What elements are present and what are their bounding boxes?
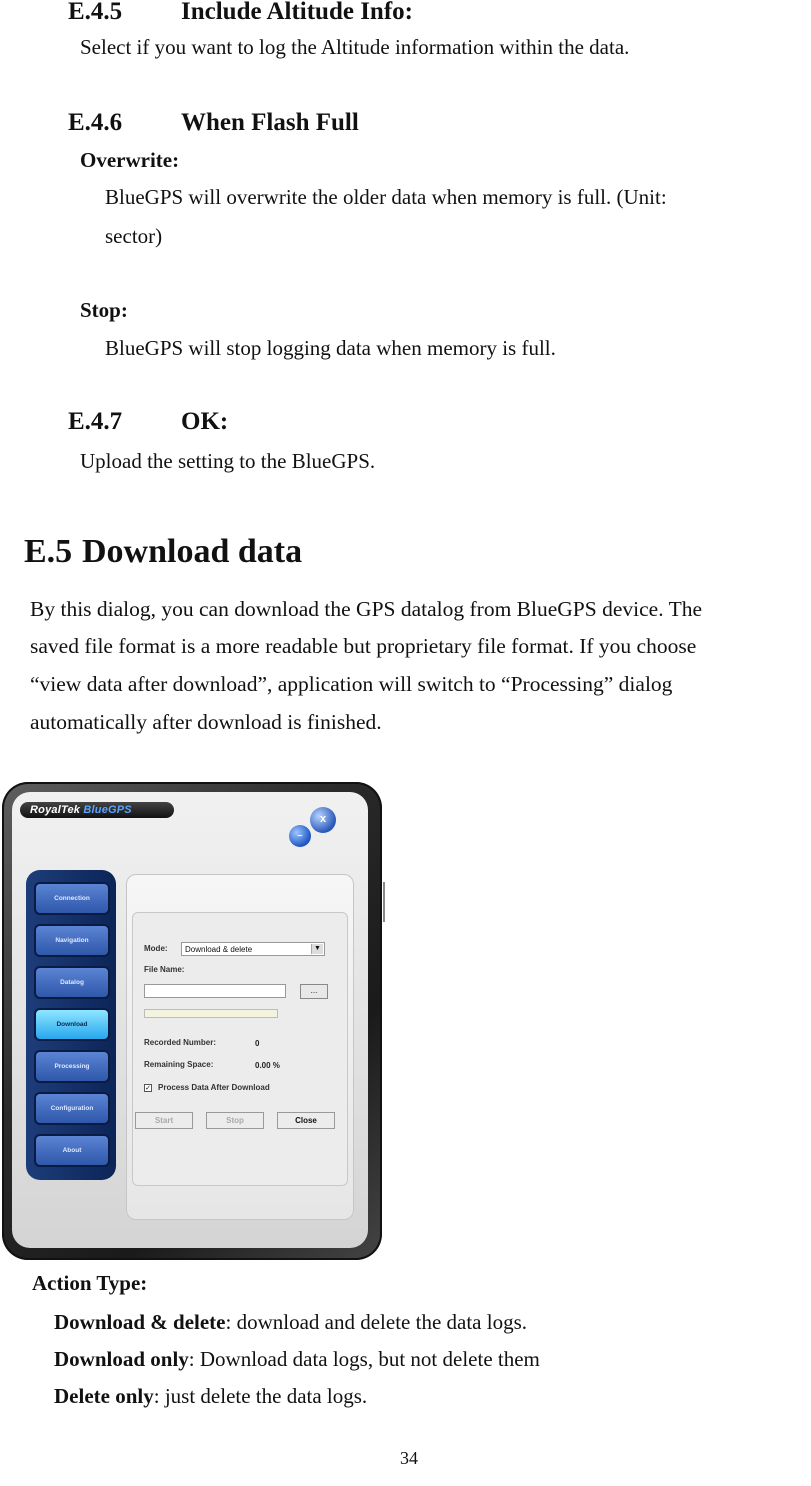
nav-connection-button[interactable]: Connection bbox=[34, 882, 110, 915]
nav-about-button[interactable]: About bbox=[34, 1134, 110, 1167]
start-button[interactable]: Start bbox=[135, 1112, 193, 1129]
nav-sidebar bbox=[26, 870, 116, 1180]
heading-e5-title: Download data bbox=[82, 533, 303, 570]
heading-e46-title: When Flash Full bbox=[181, 109, 359, 136]
nav-navigation-button[interactable]: Navigation bbox=[34, 924, 110, 957]
remaining-space-value: 0.00 % bbox=[255, 1061, 280, 1070]
heading-e47 bbox=[68, 408, 228, 436]
heading-e47-title: OK: bbox=[181, 408, 229, 435]
royaltek-logo bbox=[20, 802, 174, 818]
mode-label: Mode: bbox=[144, 944, 168, 953]
stop-description: BlueGPS will stop logging data when memory is full. bbox=[105, 336, 556, 360]
nav-datalog-button[interactable]: Datalog bbox=[34, 966, 110, 999]
mode-select[interactable] bbox=[181, 942, 325, 956]
browse-button[interactable]: ... bbox=[300, 984, 328, 999]
e5-paragraph-line: automatically after download is finished. bbox=[30, 710, 382, 734]
heading-e45-title: Include Altitude Info: bbox=[181, 0, 413, 25]
chevron-down-icon[interactable]: ▼ bbox=[311, 944, 323, 954]
action-term: Download & delete bbox=[54, 1310, 226, 1334]
heading-e5 bbox=[24, 533, 302, 571]
action-type-title: Action Type: bbox=[32, 1271, 148, 1295]
mode-select-value: Download & delete bbox=[185, 945, 253, 954]
logo-text-blue: BlueGPS bbox=[83, 804, 132, 816]
file-name-label: File Name: bbox=[144, 965, 185, 974]
close-button[interactable]: Close bbox=[277, 1112, 335, 1129]
heading-e47-number: E.4.7 bbox=[68, 408, 123, 435]
overwrite-label: Overwrite: bbox=[80, 148, 180, 172]
process-data-checkbox[interactable]: ✓ bbox=[145, 1085, 151, 1092]
heading-e45 bbox=[68, 0, 413, 26]
nav-configuration-button[interactable]: Configuration bbox=[34, 1092, 110, 1125]
e5-paragraph-line: saved file format is a more readable but proprietary file format. If you choose bbox=[30, 634, 697, 658]
close-window-button[interactable]: x bbox=[310, 807, 336, 833]
frame-edge bbox=[383, 882, 385, 922]
download-dialog-screenshot bbox=[0, 782, 385, 1262]
heading-e46 bbox=[68, 109, 359, 137]
process-data-checkbox-label: Process Data After Download bbox=[158, 1083, 270, 1092]
stop-button[interactable]: Stop bbox=[206, 1112, 264, 1129]
action-item bbox=[54, 1347, 540, 1372]
nav-download-button[interactable]: Download bbox=[34, 1008, 110, 1041]
action-desc: : Download data logs, but not delete them bbox=[188, 1347, 540, 1371]
download-progress-bar bbox=[144, 1009, 278, 1018]
overwrite-description-line1: BlueGPS will overwrite the older data when memory is full. (Unit: bbox=[105, 185, 667, 209]
e47-description: Upload the setting to the BlueGPS. bbox=[80, 449, 376, 473]
stop-label: Stop: bbox=[80, 298, 128, 322]
page-number: 34 bbox=[400, 1448, 418, 1468]
action-term: Download only bbox=[54, 1347, 189, 1371]
heading-e5-number: E.5 bbox=[24, 533, 73, 570]
e5-paragraph-line: “view data after download”, application will switch to “Processing” dialog bbox=[30, 672, 673, 696]
heading-e46-number: E.4.6 bbox=[68, 109, 123, 136]
action-desc: : download and delete the data logs. bbox=[225, 1310, 527, 1334]
action-term: Delete only bbox=[54, 1384, 154, 1408]
recorded-number-label: Recorded Number: bbox=[144, 1038, 217, 1047]
file-name-input[interactable] bbox=[144, 984, 286, 998]
heading-e45-number: E.4.5 bbox=[68, 0, 123, 25]
nav-processing-button[interactable]: Processing bbox=[34, 1050, 110, 1083]
remaining-space-label: Remaining Space: bbox=[144, 1060, 214, 1069]
e5-paragraph-line: By this dialog, you can download the GPS datalog from BlueGPS device. The bbox=[30, 597, 702, 621]
recorded-number-value: 0 bbox=[255, 1039, 260, 1048]
minimize-button[interactable]: – bbox=[289, 825, 311, 847]
e45-description: Select if you want to log the Altitude information within the data. bbox=[80, 35, 630, 59]
action-item bbox=[54, 1384, 367, 1409]
overwrite-description-line2: sector) bbox=[105, 224, 163, 248]
action-desc: : just delete the data logs. bbox=[153, 1384, 368, 1408]
logo-text: RoyalTek bbox=[30, 804, 81, 816]
action-item bbox=[54, 1310, 527, 1335]
